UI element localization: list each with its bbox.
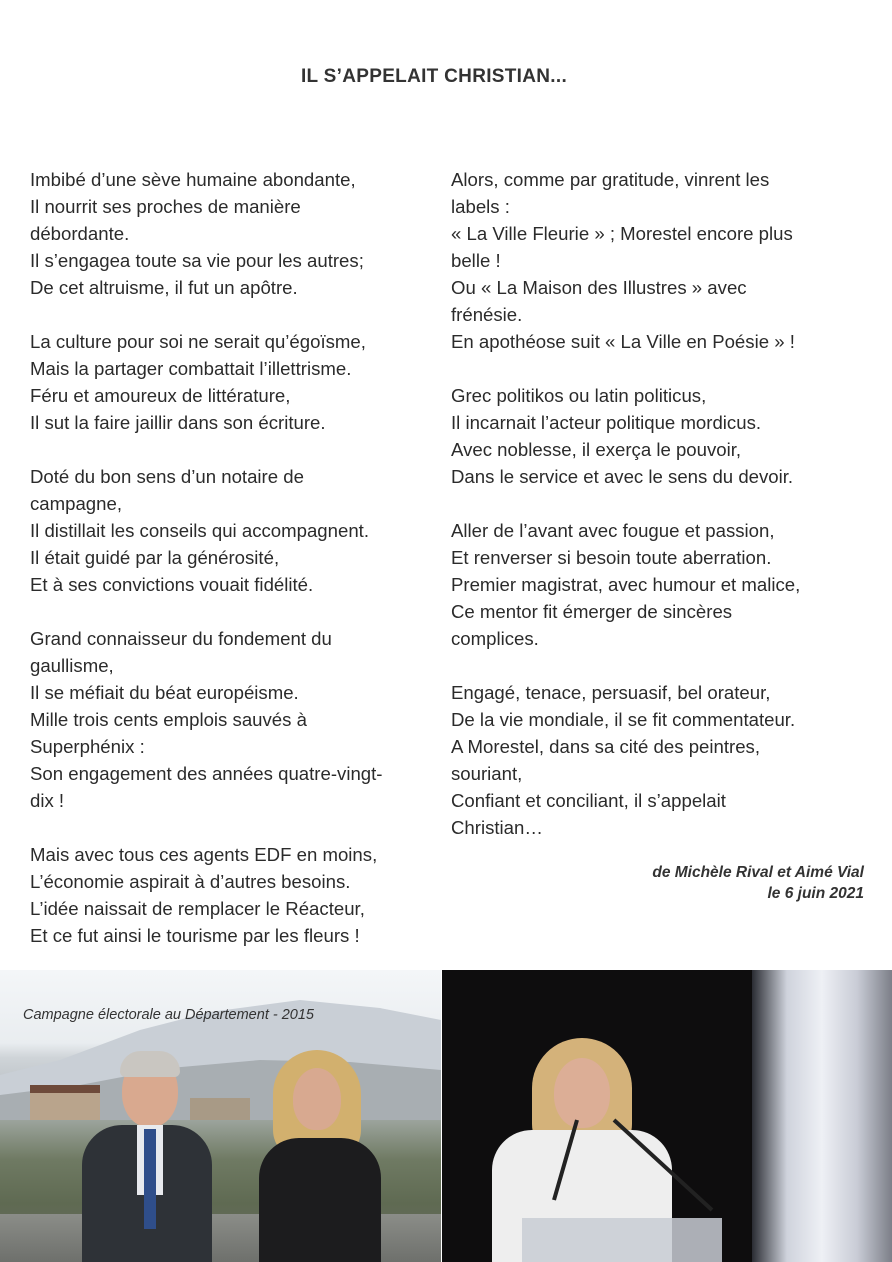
poem-line: Aller de l’avant avec fougue et passion, [451, 520, 775, 541]
poem-line: De cet altruisme, il fut un apôtre. [30, 277, 298, 298]
photo-caption: Campagne électorale au Département - 2015 [23, 1007, 314, 1023]
microphone-icon [442, 970, 892, 1262]
stanza [30, 841, 432, 949]
poem-line: Il incarnait l’acteur politique mordicus. [451, 412, 762, 433]
signature-date: le 6 juin 2021 [767, 885, 864, 902]
poem-line: Il était guidé par la générosité, [30, 547, 280, 568]
poem-line: Grec politikos ou latin politicus, [451, 385, 707, 406]
poem-line: Ce mentor fit émerger de sincères [451, 601, 733, 622]
person-woman [255, 1050, 385, 1262]
poem-line: Et à ses convictions vouait fidélité. [30, 574, 314, 595]
poem-line: Et renverser si besoin toute aberration. [451, 547, 772, 568]
poem-line: Alors, comme par gratitude, vinrent les [451, 169, 770, 190]
poem-right-column [451, 166, 853, 868]
poem-line: débordante. [30, 223, 130, 244]
poem-line: Il distillait les conseils qui accompagnent. [30, 520, 369, 541]
poem-line: Il sut la faire jaillir dans son écriture. [30, 412, 326, 433]
stanza [30, 625, 432, 814]
poem-line: A Morestel, dans sa cité des peintres, [451, 736, 761, 757]
stanza [451, 517, 853, 652]
poem-line: Doté du bon sens d’un notaire de [30, 466, 304, 487]
poem-line: Son engagement des années quatre-vingt- [30, 763, 383, 784]
stanza [451, 679, 853, 841]
signature-authors: de Michèle Rival et Aimé Vial [652, 864, 864, 881]
poem-line: complices. [451, 628, 539, 649]
speaker-photo [442, 970, 892, 1262]
poem-line: Superphénix : [30, 736, 145, 757]
poem-line: « La Ville Fleurie » ; Morestel encore plus [451, 223, 793, 244]
poem-line: Et ce fut ainsi le tourisme par les fleurs ! [30, 925, 360, 946]
stanza [30, 463, 432, 598]
poem-line: dix ! [30, 790, 65, 811]
campaign-photo [0, 970, 441, 1262]
stanza [30, 328, 432, 436]
poem-line: Engagé, tenace, persuasif, bel orateur, [451, 682, 771, 703]
stanza [30, 166, 432, 301]
person-man [82, 1055, 212, 1262]
poem-line: Dans le service et avec le sens du devoir. [451, 466, 794, 487]
poem-line: Il se méfiait du béat européisme. [30, 682, 299, 703]
poem-line: Premier magistrat, avec humour et malice, [451, 574, 801, 595]
poem-line: Confiant et conciliant, il s’appelait [451, 790, 726, 811]
poem-line: campagne, [30, 493, 122, 514]
poem-line: L’économie aspirait à d’autres besoins. [30, 871, 351, 892]
poem-line: Grand connaisseur du fondement du [30, 628, 332, 649]
poem-line: L’idée naissait de remplacer le Réacteur, [30, 898, 365, 919]
poem-line: Mille trois cents emplois sauvés à [30, 709, 307, 730]
poem-line: Ou « La Maison des Illustres » avec [451, 277, 747, 298]
poem-line: frénésie. [451, 304, 523, 325]
poem-line: Mais avec tous ces agents EDF en moins, [30, 844, 378, 865]
poem-line: Imbibé d’une sève humaine abondante, [30, 169, 356, 190]
poem-line: belle ! [451, 250, 501, 271]
poem-line: De la vie mondiale, il se fit commentateur. [451, 709, 796, 730]
poem-line: Féru et amoureux de littérature, [30, 385, 291, 406]
poem-line: souriant, [451, 763, 523, 784]
poem-line: Il s’engagea toute sa vie pour les autres; [30, 250, 364, 271]
poem-line: En apothéose suit « La Ville en Poésie » ! [451, 331, 795, 352]
poem-title: IL S’APPELAIT CHRISTIAN... [300, 66, 568, 87]
poem-line: Avec noblesse, il exerça le pouvoir, [451, 439, 742, 460]
stanza [451, 166, 853, 355]
poem-line: gaullisme, [30, 655, 114, 676]
signature [652, 862, 864, 904]
stanza [451, 382, 853, 490]
poem-line: Il nourrit ses proches de manière [30, 196, 301, 217]
poem-line: labels : [451, 196, 510, 217]
poem-line: La culture pour soi ne serait qu’égoïsme, [30, 331, 366, 352]
poem-line: Mais la partager combattait l’illettrisme. [30, 358, 352, 379]
poem-left-column [30, 166, 432, 976]
poem-line: Christian… [451, 817, 543, 838]
